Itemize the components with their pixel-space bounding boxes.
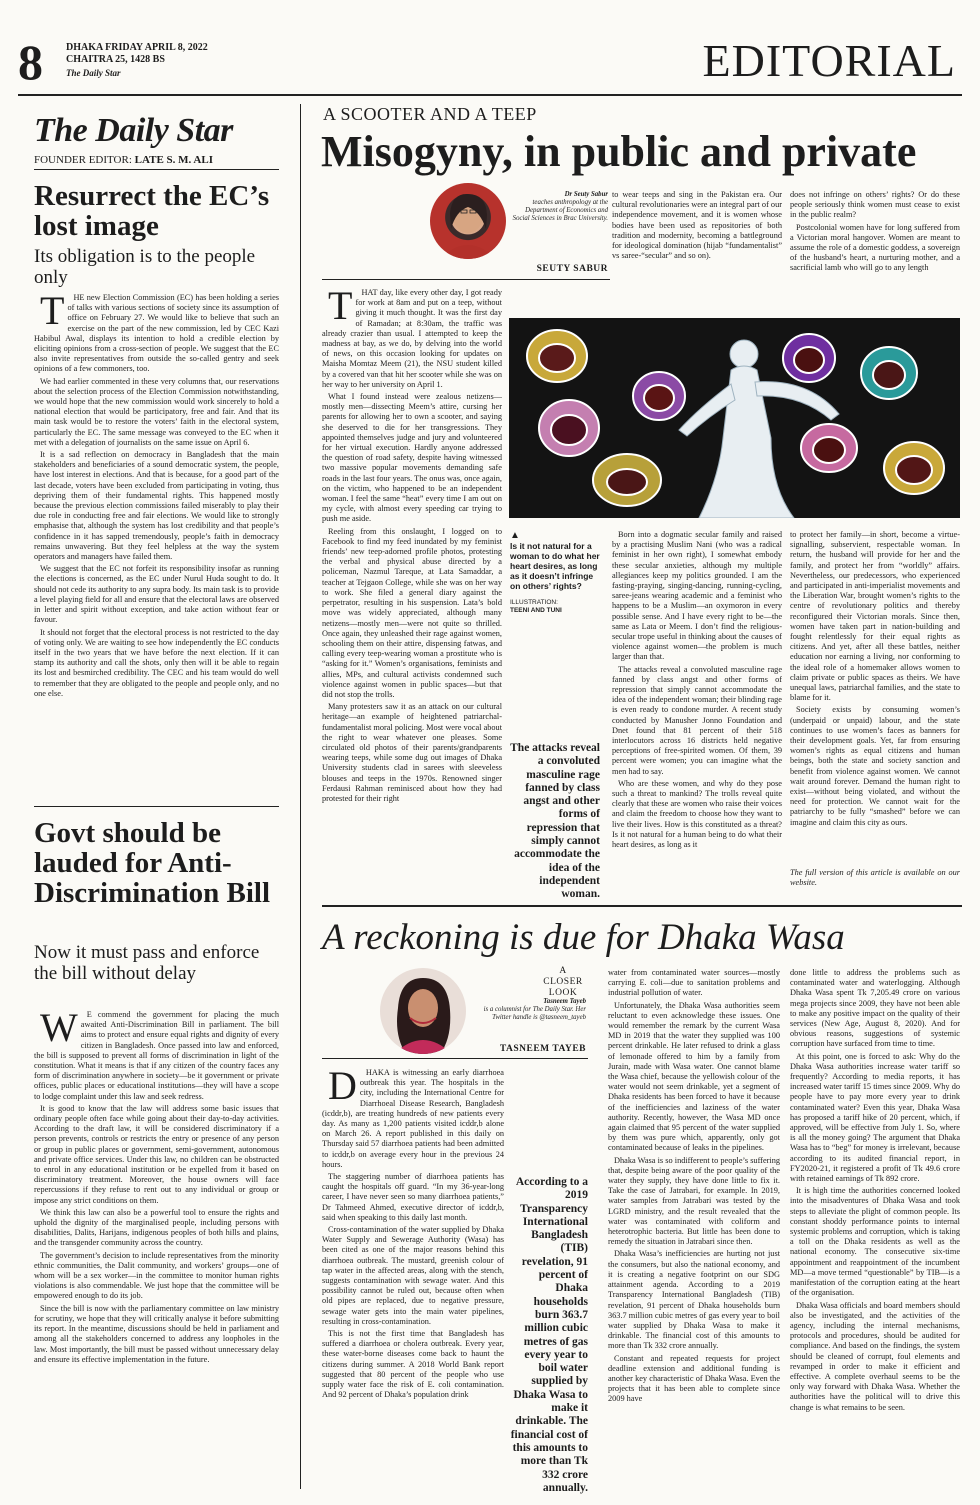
page-number: 8 xyxy=(18,34,43,90)
paragraph: Cross-contamination of the water supplied by Dhaka Water Supply and Sewerage Authority (Wasa) has been cited as one of the major reasons behind this diarrhoea outbreak. The mustard, greenish colour of tap water in the affected areas, along with the stench, suggests contamination with sewage water. And this possibility cannot be ruled out, because often when old pipes are replaced, due to negative pressure, sewage water gets into the main water pipelines, resulting in cross-contamination. xyxy=(322,1225,504,1326)
paragraph: THAT day, like every other day, I got ready for work at 8am and put on a teep, without giving it much thought. It was the first day of Ramadan; at 8:30am, the traffic was already crazier than usual. I attempted to keep the madness at bay, as we do, by delving into the world of news, on this occasion looking for updates on Maisha Momtaz Meem (21), the NSU student killed by a covered van that hit her scooter while she was on her way to her university on April 1. xyxy=(322,288,502,389)
article1-footnote: The full version of this article is available on our website. xyxy=(790,868,960,888)
article2-col1 xyxy=(322,1068,504,1488)
date-line: DHAKA FRIDAY APRIL 8, 2022 xyxy=(66,42,208,53)
paragraph: water from contaminated water sources—mostly carrying E. coli—due to sanitation problems and industrial pollution of water. xyxy=(608,968,780,998)
byline2-rule xyxy=(322,1058,588,1059)
paragraph: It is good to know that the law will address some basic issues that ordinary people often face while going about their day-to-day activities. According to the draft law, it will be considered discriminatory if a person prevents, controls or restricts the entry or presence of any person or group in public places or government, semi-government, autonomous and private office services. Under this law, no children can be obstructed to enrol in any educational institution or be expelled from it based on discriminatory treatment. Moreover, the house owners will face repercussions if they refuse to rent out to any individual or group or impose any strict conditions on them. xyxy=(34,1103,279,1205)
paragraph: What I found instead were zealous netizens—mostly men—dissecting Meem’s attire, cursing her parents for allowing her to own a scooter, and saying she deserved to die for her transgressions. They appointed themselves judge and jury and volunteered for her virtual execution. Hardly anyone addressed the question of road safety, despite having witnessed two massive popular movements demanding safe roads in the last four years. The onus was, once again, on the victim, who happened to be an independent woman. I feel the same “heat” every time I am out on my cycle, with almost every speeding car trying to push me aside. xyxy=(322,392,502,524)
author-photo xyxy=(430,183,506,259)
paragraph: THE new Election Commission (EC) has been holding a series of talks with various sections of society since its assumption of office on February 27. We would like to believe that such an exercise on the part of the new commission, led by CEC Kazi Habibul Awal, displays its intention to hold a credible election by eliciting opinions from a cross-section of people. We suggest that the EC also invite representatives from outside the so-called gentry and seek opinions of a few commoners, too. xyxy=(34,293,279,374)
paragraph: Constant and repeated requests for project deadline extension and additional funding is another key characteristic of Dhaka Wasa. Even the projects that it has been able to complete since 2009 have xyxy=(608,1353,780,1404)
mini-logo: The Daily Star xyxy=(66,68,121,78)
paragraph: Unfortunately, the Dhaka Wasa authorities seem reluctant to even acknowledge these issues. One would remember the remark by the current Wasa MD in 2019 that the water they supplied was 100 percent drinkable. He later refused to drink a glass of lemonade offered to him by a family from Jurain, made with Wasa water. One cannot blame the Wasa chief, because the yellowish colour of the water would not seem drinkable, yet a segment of Dhaka residents has been forced to have it because of the inefficiencies and laziness of the water authority. Recently, however, the Wasa MD once again claimed that 95 percent of the water supplied by them was pure which, apparently, only got contaminated because of leaks in the pipelines. xyxy=(608,1000,780,1153)
paragraph: DHAKA is witnessing an early diarrhoea outbreak this year. The hospitals in the city, including the International Centre for Diarrhoeal Disease Research, Bangladesh (icddr,b), are treating hundreds of new patients every day. As many as 1,200 patients visited icddr,b alone on March 26. A report published in this daily on Thursday said 57 diarrhoea patients had been admitted to icddr,b on average every hour in the previous 24 hours. xyxy=(322,1068,504,1169)
founder-name: LATE S. M. ALI xyxy=(134,154,213,166)
author2-photo xyxy=(380,968,466,1054)
masthead-logo: The Daily Star xyxy=(34,112,233,149)
editorial2-body xyxy=(34,1010,279,1480)
paragraph: The attacks reveal a convoluted masculine rage fanned by class angst and other forms of repression that simply cannot accommodate the idea of the independent woman; their blinding rage is even ready to condone murder. A recent study conducted by Manusher Jonno Foundation and Dnet found that 81 percent of their 518 interlocutors across 16 districts held negative perceptions of free-spirited women. Of them, 39 percent were women; you can imagine what the men had to say. xyxy=(612,664,782,776)
article1-kicker: A SCOOTER AND A TEEP xyxy=(323,104,537,124)
paragraph: Who are these women, and why do they pose such a threat to mankind? The trolls reveal quite clearly that these are women who raise their voices and claim the freedom to choose how they want to live their lives. How is this constituted as a threat? Is it not natural for a human being to do what their heart desires, as long as it xyxy=(612,778,782,850)
dateline xyxy=(66,42,208,66)
paragraph: We had earlier commented in these very columns that, our reservations about the selection process of the Election Commission notwithstanding, we would hope that the new commission would work sincerely to hold a national election that would be participatory, free and fair. And that its main task would be to restore the voters’ faith in the electoral system, particularly the EC. The same message was conveyed to the EC when it met with a delegation of journalists on the same issue on April 6. xyxy=(34,376,279,447)
paragraph: Society exists by consuming women’s (underpaid or unpaid) labour, and the state continues to use women’s faces as banners for their development goals. Yet, far from ensuring women’s rights as equal citizens and human beings, both the state and society sanction and benefit from violence against women. We cannot wait around forever. Demand the human right to exist—without being violated, and without the need for protection. We cannot wait for the patriarchy to be fully “smashed” before we can imagine and claim this city as ours. xyxy=(790,705,960,827)
article2-pull-quote: According to a 2019 Transparency International Bangladesh (TIB) revelation, 91 percent of Dhaka households burn 363.7 million cubic metres of gas every year to boil water supplied by Dhaka Wasa to make it drinkable. The financial cost of this amounts to more than Tk 332 crore annually. xyxy=(510,1176,588,1494)
editorial-divider xyxy=(34,806,279,807)
editorial1-subhead: Its obligation is to the people only xyxy=(34,246,256,288)
section-title: EDITORIAL xyxy=(702,35,956,86)
editorial2-subhead: Now it must pass and enforce the bill without delay xyxy=(34,942,260,984)
author2-portrait-icon xyxy=(380,968,466,1054)
article1-col2-bottom xyxy=(612,530,782,890)
paragraph: Dhaka Wasa’s inefficiencies are hurting not just the consumers, but also the national economy, and it is creating a negative footprint on our SDG attainment agenda. According to a 2019 Transparency International Bangladesh (TIB) revelation, 91 percent of Dhaka households burn 363.7 million cubic metres of gas every year to boil water supplied by Dhaka Wasa to make it drinkable. The financial cost of this amounts to more than Tk 332 crore annually. xyxy=(608,1249,780,1351)
screaming-mouths-illustration-icon xyxy=(509,318,960,518)
article2-col3 xyxy=(790,968,960,1488)
paragraph: Dhaka Wasa is so indifferent to people’s suffering that, despite being aware of the poor quality of the water they supply, they have done little to fix it. Take the case of Jatrabari, for example. In 2019, water samples from Jatrabari was tested by the LGRD ministry, and the result revealed that the water was contaminated with coliform and heterotrophic bacteria. But little has been done to remedy the situation in Jatrabari since then. xyxy=(608,1155,780,1247)
header-rule xyxy=(18,94,962,96)
paragraph: This is not the first time that Bangladesh has suffered a diarrhoea or cholera outbreak. Every year, these water-borne diseases come back to haunt the citizens during summer. A 2018 World Bank report suggested that 80 percent of the people who use supply water face the risk of E. coli contamination. And 92 percent of Dhaka’s population drink xyxy=(322,1329,504,1400)
editorial1-headline: Resurrect the EC’s lost image xyxy=(34,180,270,242)
author2-bio xyxy=(470,998,586,1022)
byline-rule xyxy=(322,279,610,280)
author-bio-name: Dr Seuty Sabur xyxy=(564,191,608,198)
author2-bio-name: Tasneem Tayeb xyxy=(543,998,586,1005)
author-bio-text: teaches anthropology at the Department of Economics and Social Sciences in Brac University. xyxy=(512,199,608,222)
caption-block xyxy=(510,530,600,615)
article1-headline: Misogyny, in public and private xyxy=(321,127,917,176)
article1-col2-top xyxy=(612,190,782,310)
author2-bio-text: is a columnist for The Daily Star. Her Twitter handle is @tasneem_tayeb xyxy=(483,1006,586,1021)
paragraph: Many protesters saw it as an attack on our cultural heritage—an example of heightened patriarchal-fundamentalist moral policing. Most were vocal about the right to wear whatever one pleases. Some circulated old photos of their parents/grandparents wearing teeps, while some dug out images of Dhaka University students clad in sarees with sleeveless blouses and teeps in the 1970s. Renowned singer Ferdausi Rahman reminisced about how they had protested for their right xyxy=(322,702,502,803)
paragraph: Since the bill is now with the parliamentary committee on law ministry for scrutiny, we hope that they will critically analyse it before submitting its report. In the meantime, discussions should be held in parliament and among all the stakeholders concerned to address any loopholes in the law. Most importantly, the bill must be passed without unnecessary delay and ensure its effective implementation in the future. xyxy=(34,1303,279,1364)
founder-line xyxy=(34,154,213,166)
paragraph: does not infringe on others’ rights? Or do these people seriously think women must cease to exist in the public realm? xyxy=(790,190,960,220)
paragraph: Postcolonial women have for long suffered from a Victorian moral hangover. Women are meant to assume the role of a domestic goddess, a sovereign of the husband’s heart, a nurturing mother, and a sacrificial lamb who will go to any length xyxy=(790,222,960,273)
paragraph: We suggest that the EC not forfeit its responsibility insofar as running the elections is concerned, as the EC under Nurul Huda sought to do. It should not cede its authority to any supra body. Its main task is to provide a level playing field for all and ensure that the electoral laws are observed in letter and spirit without exception, and take action without fear or favour. xyxy=(34,564,279,625)
paragraph: It is a sad reflection on democracy in Bangladesh that the main stakeholders and beneficiaries of a sound democratic system, the people, have lost interest in elections. And that is because, for a good part of the last decade, voters have been excluded from participating in voting, thus depriving them of their fundamental rights. This happened mostly because the previous election commissions failed miserably to play their due role in conducting free and fair elections. We would like to strongly emphasise that, although the system has lost credibility and that people’s confidence in it has sapped tremendously, people’s faith in democracy remains unwavering. But they feel helpless at the way the system operators and managers have failed them. xyxy=(34,450,279,562)
paragraph: The staggering number of diarrhoea patients has caught the hospitals off guard. “In my 36-year-long career, I have never seen so many diarrhoea patients,” Dr Tahmeed Ahmed, executive director of icddr,b, said when speaking to this daily last month. xyxy=(322,1172,504,1222)
article2-headline: A reckoning is due for Dhaka Wasa xyxy=(322,917,845,958)
founder-label: FOUNDER EDITOR: xyxy=(34,154,132,166)
article1-col1 xyxy=(322,288,502,891)
credit-label: ILLUSTRATION: xyxy=(510,599,558,606)
paragraph: to wear teeps and sing in the Pakistan era. Our cultural revolutionaries were an integral part of our independence movement, and it is women whose bodies have been used as repositories of both tradition and modernity, becoming a battleground for ideological domination (hijab “fundamentalist” vs saree-“secular” and so on). xyxy=(612,190,782,261)
paragraph: to protect her family—in short, become a virtue-signalling, subservient, respectable woman. In return, the husband will provide for her and the family, and protect her from “worldly” affairs. Nevertheless, our predecessors, who experienced and participated in anti-imperialist movements and the Liberation War, brought women’s rights to the centre of revolutionary politics and thereby reconfigured their Victorian morals. Since then, women have taken part in nation-building and fought relentlessly for their equal rights as citizens. And yet, after all these battles, neither education nor earning a living, nor conforming to the ideal role of a homemaker allows women to claim private or public spaces as theirs. We have unequal laws, patriarchal families, and the state to blame for it. xyxy=(790,530,960,703)
article1-pull-quote: The attacks reveal a convoluted masculine rage fanned by class angst and other forms of repression that simply cannot accommodate the idea of the independent woman. xyxy=(510,742,600,901)
editorial1-body xyxy=(34,293,279,801)
article1-col3-top xyxy=(790,190,960,310)
article-divider xyxy=(322,905,962,907)
illustration xyxy=(509,318,960,518)
paragraph: WE commend the government for placing the much awaited Anti-Discrimination Bill in parliament. The bill aims to protect and ensure equal rights and dignity of every citizen in Bangladesh. Once passed into law and enforced, the bill is supposed to prevent all forms of discrimination in light of the constitution. What it means is that if any citizen of the country faces any form of discrimination anywhere in society—be it government or private offices, public places or educational institutions—they will have a scope to lodge complaint under this law and seek redress. xyxy=(34,1010,279,1101)
paragraph: It is high time the authorities concerned looked into the misadventures of Dhaka Wasa and took steps to alleviate the plight of common people. Its constant shoddy performance points to internal systemic problems and corruption, which is taking a toll on the Dhaka residents as well as the national economy. The consecutive six-time appointment and reappointment of the incumbent MD—a move termed “questionable” by TIB—is a manifestation of the corruption eating at the heart of the organisation. xyxy=(790,1186,960,1298)
paragraph: Reeling from this onslaught, I logged on to Facebook to find my feed inundated by my feminist friends’ new teep-adorned profile photos, protesting the verbal and physical abuse directed by a policeman, Nazmul Tareque, at Lata Samaddar, a teacher at Tejgaon College, while she was on her way to work. She filed a general diary against the perpetrator, resulting in his suspension. Lata’s bold move was widely appreciated, although many netizens—mostly men—were not quite so thrilled. Once again, they unleashed their rage against women, schooling them on their attire, dispensing fatwas, and calling every teep-wearing woman a prostitute who is “asking for it.” Women’s organisations, feminists and allies, MPs, and cultural activists condemned such violence against women in public spaces—but that did not stop the trolls. xyxy=(322,526,502,699)
editorial2-headline: Govt should be lauded for Anti-Discrimination Bill xyxy=(34,817,271,909)
paragraph: Dhaka Wasa officials and board members should also be investigated, and the activities of the agency, including the internal mechanisms, protocols and procedures, should be audited for compliance. And based on the findings, the system should be cleaned of corrupt, foul elements and revamped in order to make it efficient and effective. A complete overhaul seems to be the only way forward with Dhaka Wasa. Whether the authorities have the political will to drive this change is what remains to be seen. xyxy=(790,1300,960,1412)
author2-byline: TASNEEM TAYEB xyxy=(499,1044,586,1054)
bangla-date: CHAITRA 25, 1428 BS xyxy=(66,54,165,65)
credit-name: TEENI AND TUNI xyxy=(510,607,562,614)
author-portrait-icon xyxy=(430,183,506,259)
caption-arrow-icon: ▲ xyxy=(510,530,520,541)
paragraph: At this point, one is forced to ask: Why do the Dhaka Wasa authorities increase water tariff so frequently? According to media reports, it has increased water tariff 15 times since 2009. Why do people have to pay more every year to drink contaminated water? Even this year, Dhaka Wasa has proposed a tariff hike of 20 percent, which, if approved, will be effective from July 1. So, where is all the money going? The argument that Dhaka Wasa has to “beg” for money is irrelevant, because according to its audited financial report, in FY2020-21, it registered a profit of Tk 49.6 crore with retained earnings of Tk 892 crore. xyxy=(790,1051,960,1184)
paragraph: We think this law can also be a powerful tool to ensure the rights and uphold the dignity of the marginalised people, including persons with disabilities, Dalits, Harijans, indigenous peoples of both hills and plains, and the transgender community across the country. xyxy=(34,1207,279,1248)
paragraph: The government’s decision to include representatives from the minority ethnic communities, the Dalit community, and workers’ groups—one of whom will be a sex worker—in the committee to monitor human rights violations is also commendable. We just hope that the committee will be empowered enough to do its job. xyxy=(34,1250,279,1301)
masthead-rule xyxy=(34,169,279,170)
column-divider xyxy=(300,104,301,1489)
column-label: A CLOSER LOOK xyxy=(543,966,583,998)
paragraph: Born into a dogmatic secular family and raised by a practising Muslim Nani (who was a radical feminist in her own right), I somewhat embody these secular anxieties, although my multiple allegiances keep my politics grounded. I am the fasting-praying, singing-dancing, running-cycling, saree-jeans wearing academic and a feminist who happens to be a Muslim—an oxymoron in every possible sense. And I have every right to be—the same as Lata or Meem. I don’t find the religious-secular trope useful in thinking about the causes of violence against women—the problem is much larger than that. xyxy=(612,530,782,662)
paragraph: It should not forget that the electoral process is not restricted to the day of voting only. We are waiting to see how independently the EC conducts itself in the two years that we have before the next election. If it can stamp its authority and call the shots, only then will it be able to regain its lost and besmirched credibility. The CEC and his team would do well to remember that they are obligated to the people and people only, and no one else. xyxy=(34,627,279,698)
paragraph: done little to address the problems such as contaminated water and waterlogging. Although Dhaka Wasa spent Tk 7,205.49 crore on various mega projects since 2009, they have not been able to make any positive impact on the quality of their services (New Age, August 8, 2020). And for obvious reasons, suggestions of systemic corruption have surfaced from time to time. xyxy=(790,968,960,1049)
author-bio xyxy=(508,191,608,223)
article1-col3-bottom xyxy=(790,530,960,862)
article2-col2 xyxy=(608,968,780,1488)
caption-text: Is it not natural for a woman to do what her heart desires, as long as it doesn’t infringe on others’ rights? xyxy=(510,541,600,591)
author-byline: SEUTY SABUR xyxy=(536,264,608,274)
